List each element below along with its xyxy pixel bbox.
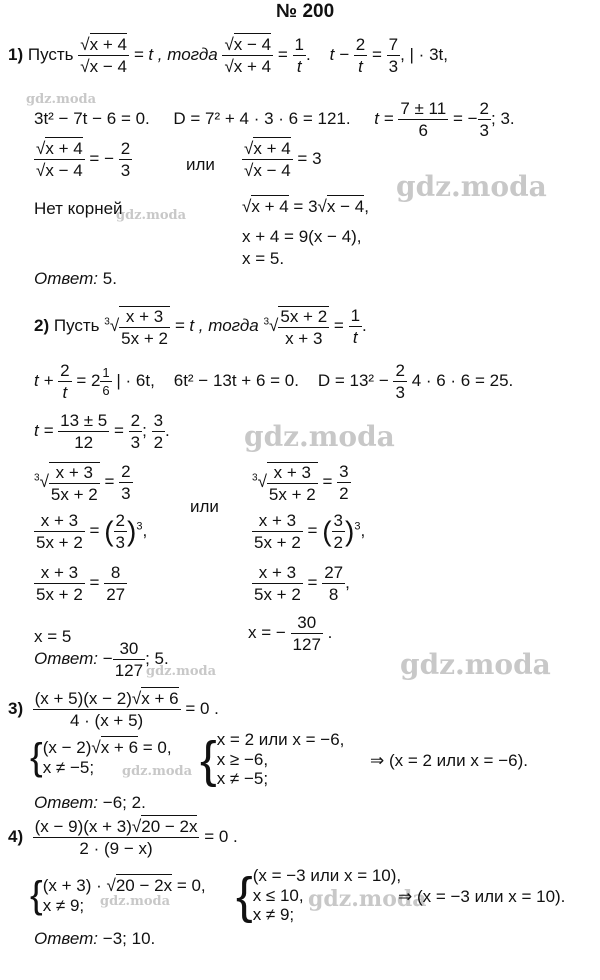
p1-case1: $\frac{√x + 4}{√x - 4}$ = − $\frac{2}{3}$ <box>36 139 131 180</box>
p4-system2: {(x = −3 или x = 10), x ≤ 10, x ≠ 9; <box>236 866 402 925</box>
p2-answer: Ответ: − $\frac{30}{127}$ ; 5. <box>34 639 169 680</box>
p2-case1-b: $\frac{x + 3}{5x + 2}$ = ( $\frac{2}{3}$ )$^3$, <box>36 511 148 552</box>
problem-title: № 200 <box>276 1 335 22</box>
p2-x5: x = 5 <box>34 627 72 646</box>
p1-or: или <box>186 155 215 174</box>
p4-number: 4) <box>8 826 24 846</box>
p1-case2: $\frac{√x + 4}{√x - 4}$ = 3 <box>244 139 322 180</box>
p1-eq-b: x + 4 = 9(x − 4), <box>242 227 362 246</box>
p2-case1-a: $^3$√ $\frac{x + 3}{5x + 2}$ = $\frac{2}{3}$ <box>34 462 131 504</box>
p1-inverse-fraction: $\frac{√x - 4}{√x + 4}$ <box>224 35 272 76</box>
p3-equation: 3) $\frac{(x + 5)(x - 2)√x + 6}{4 \cdot (x + 5)}$ = 0 . <box>8 689 219 730</box>
p1-eq-c: x = 5. <box>242 249 285 268</box>
p4-answer: Ответ: −3; 10. <box>34 929 156 948</box>
p4-implies: ⇒ (x = −3 или x = 10). <box>398 887 566 906</box>
p1-no-roots: Нет корней <box>34 199 123 218</box>
p2-case1-c: $\frac{x + 3}{5x + 2}$ = $\frac{8}{27}$ <box>36 563 126 604</box>
p1-line2: 3t² − 7t − 6 = 0. D = 7² + 4 · 3 · 6 = 121. t = $\frac{7 \pm 11}{6}$ = − $\frac{2}{3}$ ; 3. <box>34 99 515 140</box>
p2-xneg: x = − $\frac{30}{127}$ . <box>248 613 333 654</box>
watermark: gdz.moda <box>396 170 547 203</box>
p1-fraction: $\frac{√x + 4}{√x - 4}$ <box>80 35 127 76</box>
p2-line2: t + $\frac{2}{t}$ = 2 $\frac{1}{6}$ | · 6t, 6t² − 13t + 6 = 0. D = 13² − $\frac{2}{3}$ 4 · 6 · 6 = 25. <box>34 361 514 402</box>
p2-number: 2) <box>34 315 50 335</box>
p3-answer: Ответ: −6; 2. <box>34 793 146 812</box>
watermark: gdz.moda <box>100 894 171 909</box>
p3-number: 3) <box>8 698 24 718</box>
watermark: gdz.moda <box>116 208 187 223</box>
p1-let: Пусть <box>27 44 74 64</box>
p1-eq-a: √x + 4 = 3√x − 4, <box>242 197 369 216</box>
watermark: gdz.moda <box>400 648 551 681</box>
p1-line1: 1) Пусть $\frac{√x + 4}{√x - 4}$ = t , тогда $\frac{√x - 4}{√x + 4}$ = $\frac{1}{t}$ . t − $\frac{2}{t}$ = $\frac{7}{3}$ , | · 3t, <box>8 35 448 76</box>
p3-system: {(x − 2)√x + 6 = 0, x ≠ −5; <box>30 736 172 779</box>
p2-line1: 2) Пусть $^3$√ $\frac{x + 3}{5x + 2}$ = t , тогда $^3$√ $\frac{5x + 2}{x + 3}$ = $\frac{1}{t}$ . <box>34 306 367 348</box>
p3-system2: {x = 2 или x = −6, x ≥ −6, x ≠ −5; <box>200 730 345 789</box>
p2-case2-c: $\frac{x + 3}{5x + 2}$ = $\frac{27}{8}$ , <box>254 563 350 604</box>
p2-case2-b: $\frac{x + 3}{5x + 2}$ = ( $\frac{3}{2}$ )$^3$, <box>254 511 366 552</box>
watermark: gdz.moda <box>26 92 97 107</box>
p4-equation: 4) $\frac{(x - 9)(x + 3)√20 - 2x}{2 \cdot (9 - x)}$ = 0 . <box>8 817 238 858</box>
watermark: gdz.moda <box>122 764 193 779</box>
p3-implies: ⇒ (x = 2 или x = −6). <box>370 751 528 770</box>
p4-system: {(x + 3) · √20 − 2x = 0, x ≠ 9; <box>30 874 206 917</box>
p1-answer: Ответ: 5. <box>34 269 117 288</box>
p2-or: или <box>190 497 219 516</box>
watermark: gdz.moda <box>244 420 395 453</box>
p2-case2-a: $^3$√ $\frac{x + 3}{5x + 2}$ = $\frac{3}{2}$ <box>252 462 349 504</box>
p2-roots: t = $\frac{13 \pm 5}{12}$ = $\frac{2}{3}$ ; $\frac{3}{2}$ . <box>34 411 170 452</box>
watermark: gdz.moda <box>308 886 427 912</box>
p1-number: 1) <box>8 44 24 64</box>
watermark: gdz.moda <box>146 664 217 679</box>
